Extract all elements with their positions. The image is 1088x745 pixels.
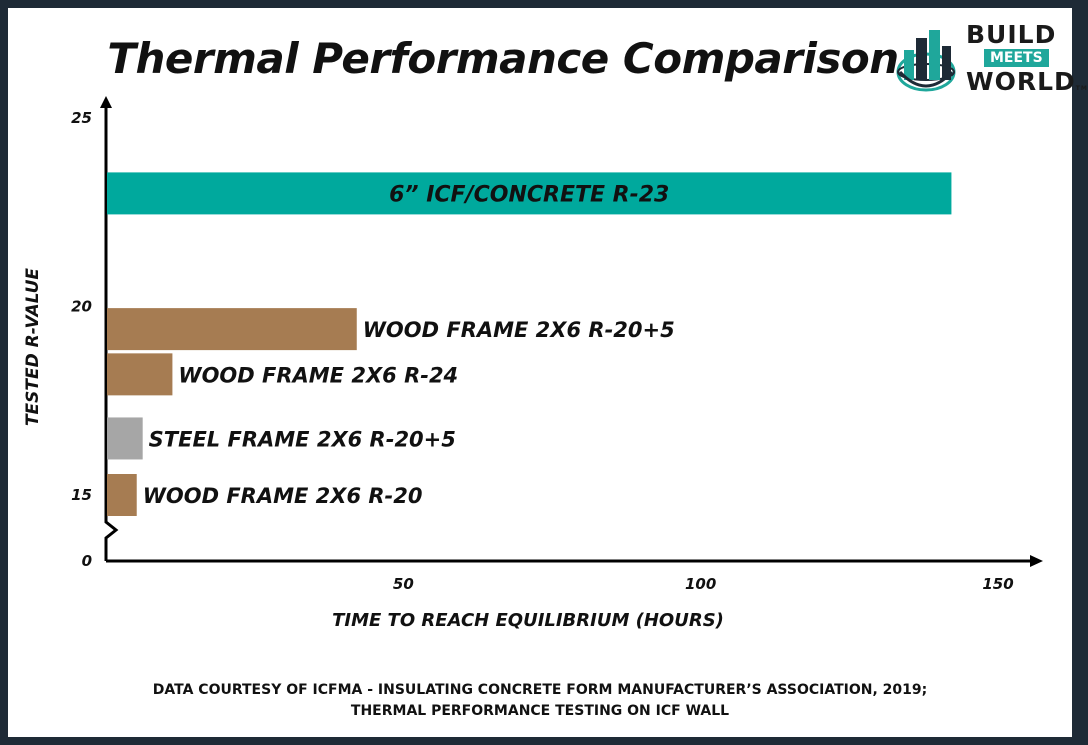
- logo-trademark: TM: [1075, 85, 1088, 92]
- logo-word-world: WORLDTM: [966, 67, 1088, 96]
- source-line-2: THERMAL PERFORMANCE TESTING ON ICF WALL: [350, 703, 730, 719]
- x-tick-label: 50: [392, 575, 414, 593]
- y-tick-label: 25: [71, 109, 92, 127]
- bar-3: [107, 417, 143, 459]
- bar-label-2: WOOD FRAME 2X6 R-24: [178, 363, 459, 388]
- x-tick-label: 100: [685, 575, 717, 593]
- y-tick-label: 15: [71, 486, 92, 504]
- x-tick-label: 150: [982, 575, 1014, 593]
- chart-title: Thermal Performance Comparison: [107, 34, 899, 83]
- y-axis-arrow-icon: [100, 96, 112, 108]
- y-tick-label: 20: [71, 297, 92, 316]
- bar-4: [107, 474, 137, 516]
- logo-word-meets: MEETS: [984, 49, 1049, 67]
- bar-label-1: WOOD FRAME 2X6 R-20+5: [362, 318, 675, 343]
- bar-chart: [8, 8, 1072, 668]
- source-note: [8, 680, 1072, 722]
- bar-label-0: 6” ICF/CONCRETE R-23: [389, 182, 670, 208]
- bar-2: [107, 353, 172, 395]
- chart-frame: [8, 8, 1088, 737]
- bar-label-4: WOOD FRAME 2X6 R-20: [142, 484, 423, 508]
- y-axis-title: TESTED R-VALUE: [23, 267, 43, 427]
- y-tick-label: 0: [81, 552, 92, 570]
- bar-label-3: STEEL FRAME 2X6 R-20+5: [148, 427, 456, 452]
- bar-1: [107, 308, 357, 350]
- logo-word-build: BUILD: [966, 20, 1057, 49]
- x-axis-arrow-icon: [1030, 555, 1043, 567]
- x-axis-title: TIME TO REACH EQUILIBRIUM (HOURS): [332, 610, 724, 631]
- source-line-1: DATA COURTESY OF ICFMA - INSULATING CONCRETE FORM MANUFACTURER’S ASSOCIATION, 2019;: [152, 682, 928, 698]
